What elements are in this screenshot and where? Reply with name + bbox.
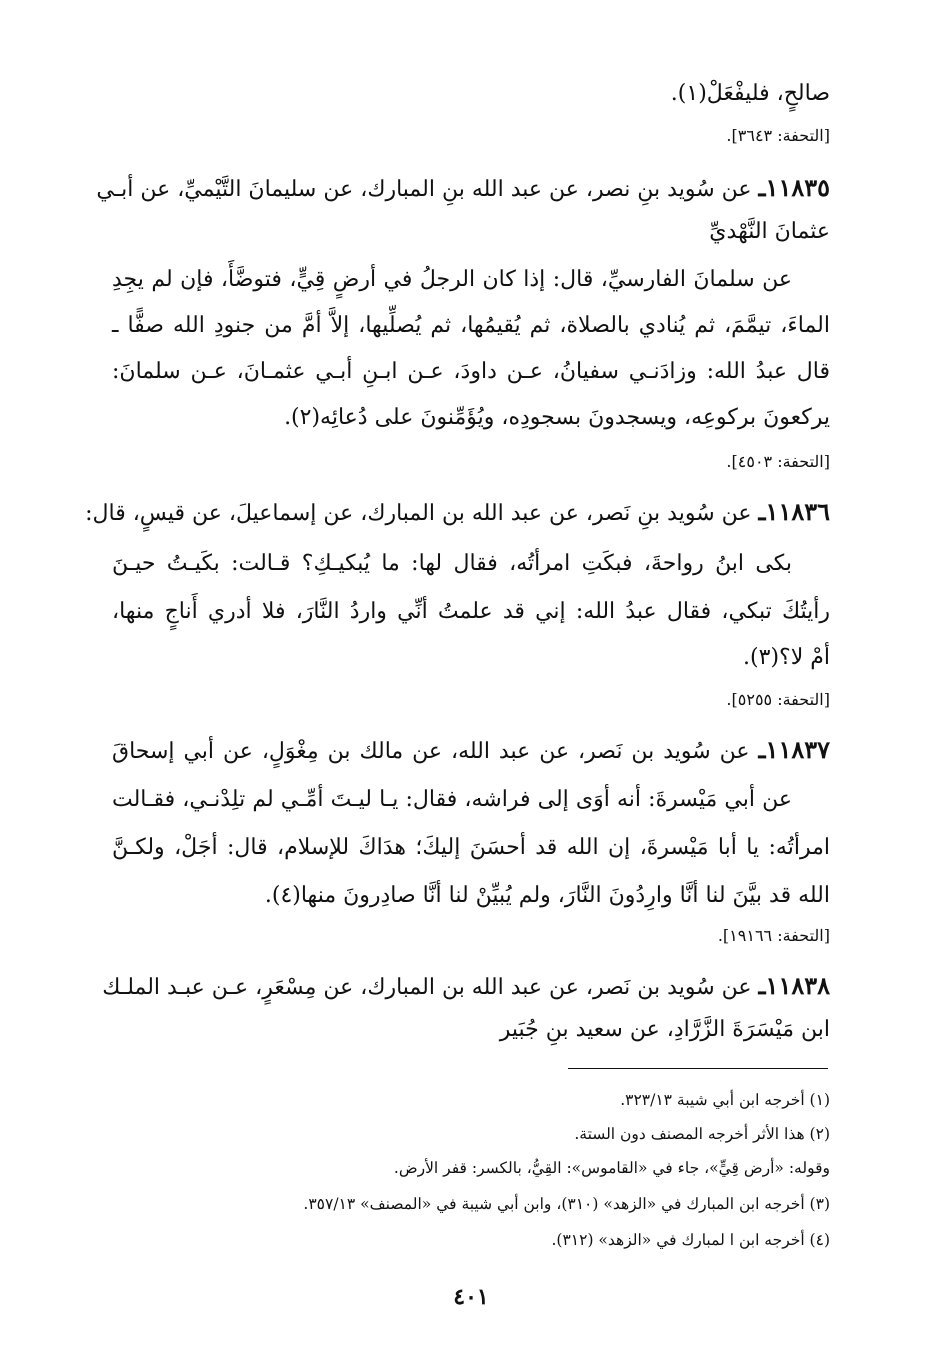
- reference-line: [التحفة: ١٩١٦٦].: [717, 926, 830, 945]
- hadith-number: ١١٨٣٦ـ: [758, 497, 830, 526]
- text-line: قال عبدُ الله: وزادَنـي سفيانُ، عـن داودَ، عـن ابـنِ أبـي عثمـانَ، عـن سلمانَ:: [112, 359, 830, 384]
- text-line: عن سُويد بن نَصر، عن عبد الله، عن مالك بن مِغْوَلٍ، عن أبي إسحاقَ: [112, 739, 750, 764]
- page-number: ٤٠١: [453, 1284, 489, 1310]
- hadith-number: ١١٨٣٥ـ: [758, 173, 830, 202]
- footnote: (٤) أخرجه ابن ا لمبارك في «الزهد» (٣١٢).: [551, 1231, 830, 1249]
- text-line: يركعونَ بركوعِه، ويسجدونَ بسجودِه، ويُؤَمِّنونَ على دُعائِه(٢).: [284, 405, 830, 430]
- text-line: عن سُويد بن نَصر، عن عبد الله بن المبارك، عن مِسْعَرٍ، عـن عبـد الملـك: [102, 975, 752, 1000]
- text-line: رأيتُكَ تبكي، فقال عبدُ الله: إني قد علمتُ أنِّي واردُ النَّارَ، فلا أدري أَناجٍ منها،: [112, 599, 830, 624]
- text-line: عن أبي مَيْسرةَ: أنه أوَى إلى فراشه، فقال: يـا ليـتَ أمِّـي لم تلِدْنـي، فقـالت: [112, 787, 792, 812]
- footnote: وقوله: «أرض قِيٍّ»، جاء في «القاموس»: القِيُّ، بالكسر: قفر الأرض.: [393, 1159, 830, 1177]
- hadith-line: [102, 970, 830, 1004]
- text-line: ابن مَيْسَرَةَ الزَّرَّادِ، عن سعيد بنِ جُبَير: [499, 1017, 830, 1042]
- footnote: (٣) أخرجه ابن المبارك في «الزهد» (٣١٠)، وابن أبي شيبة في «المصنف» ٣٥٧/١٣.: [303, 1195, 830, 1213]
- hadith-line: [96, 172, 830, 206]
- footnote-separator: [568, 1068, 828, 1069]
- text-line: عن سلمانَ الفارسيِّ، قال: إذا كان الرجلُ في أرضٍ قِيٍّ، فتوضَّأَ، فإن لم يجِدِ: [112, 267, 792, 292]
- hadith-number: ١١٨٣٧ـ: [758, 735, 830, 764]
- reference-line: [التحفة: ٤٥٠٣].: [726, 452, 830, 471]
- text-line: صالحٍ، فليفْعَلْ(١).: [670, 81, 830, 106]
- text-line: أمْ لا؟(٣).: [743, 645, 830, 670]
- reference-line: [التحفة: ٣٦٤٣].: [726, 126, 830, 145]
- footnote: (١) أخرجه ابن أبي شيبة ٣٢٣/١٣.: [620, 1091, 830, 1109]
- text-line: عن سُويد بنِ نصر، عن عبد الله بنِ المبارك، عن سليمانَ التَّيْميِّ، عن أبـي: [96, 177, 752, 202]
- hadith-line: [85, 496, 830, 530]
- text-line: الماءَ، تيمَّمَ، ثم يُنادي بالصلاة، ثم يُقيمُها، ثم يُصلِّيها، إلاَّ أمَّ من جنودِ الله صفًّا ـ: [112, 313, 830, 338]
- text-line: عن سُويد بنِ نَصر، عن عبد الله بن المبارك، عن إسماعيلَ، عن قيسٍ، قال:: [85, 501, 752, 526]
- text-line: بكى ابنُ رواحةَ، فبكَتِ امرأتُه، فقال لها: ما يُبكيـكِ؟ قـالت: بكَيـتُ حيـنَ: [112, 551, 792, 576]
- text-line: الله قد بيَّنَ لنا أنَّا وارِدُونَ النَّارَ، ولم يُبيِّنْ لنا أنَّا صادِرونَ منها(٤).: [264, 883, 830, 908]
- footnote: (٢) هذا الأثر أخرجه المصنف دون الستة.: [574, 1125, 830, 1143]
- hadith-number: ١١٨٣٨ـ: [758, 971, 830, 1000]
- text-line: امرأتُه: يا أبا مَيْسرةَ، إن الله قد أحسَنَ إليكَ؛ هدَاكَ للإسلام، قال: أجَلْ، ولكـنَّ: [112, 835, 830, 860]
- hadith-line: [112, 734, 830, 768]
- text-line: عثمانَ النَّهْديِّ: [709, 219, 830, 244]
- reference-line: [التحفة: ٥٢٥٥].: [726, 690, 830, 709]
